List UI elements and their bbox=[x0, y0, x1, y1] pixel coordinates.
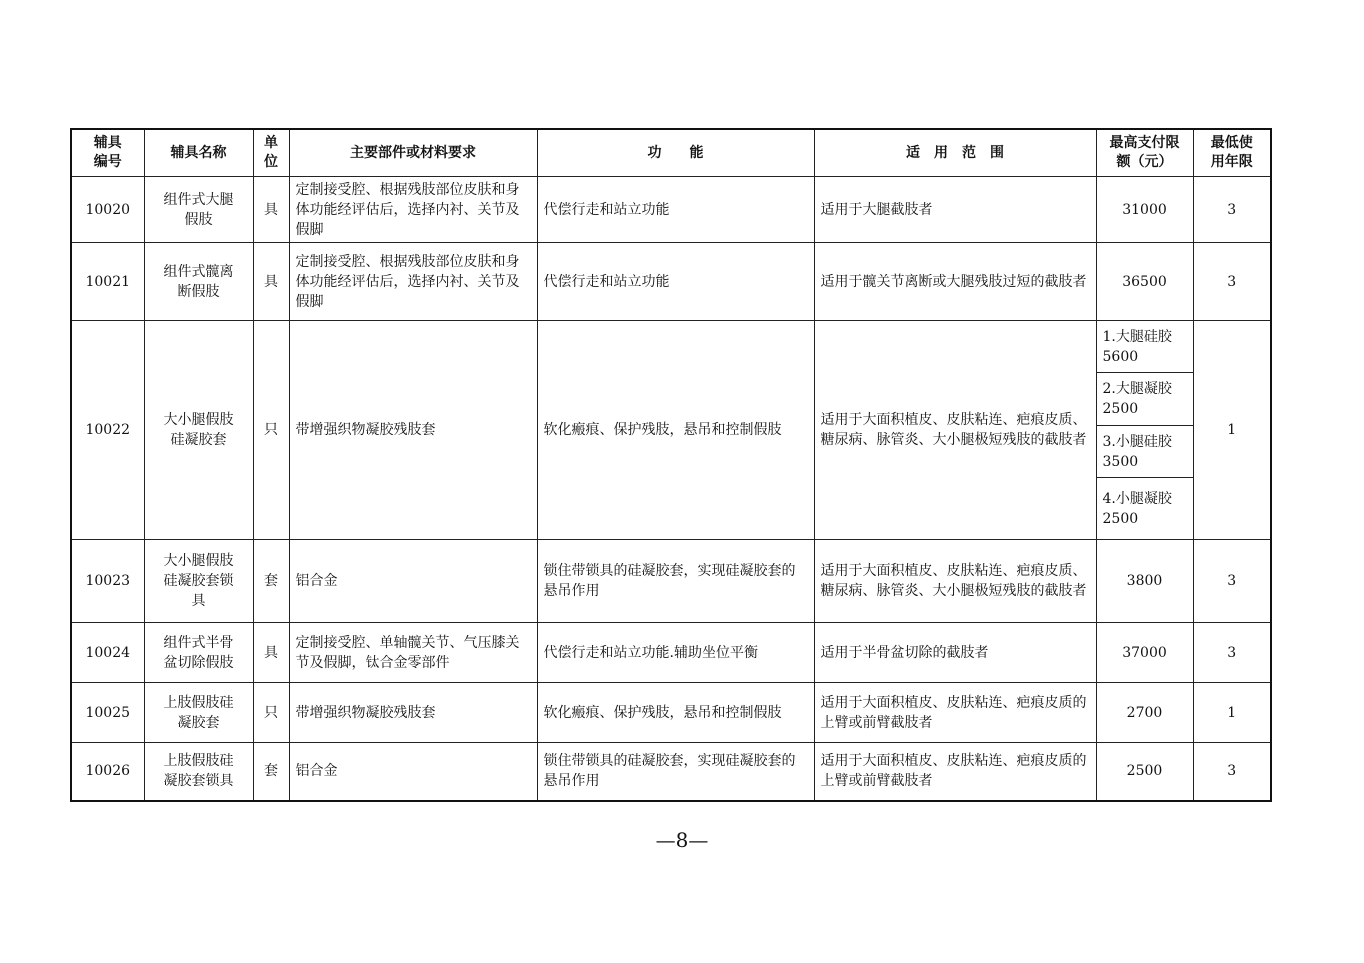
cell-function: 锁住带锁具的硅凝胶套，实现硅凝胶套的悬吊作用 bbox=[537, 540, 814, 623]
cell-function: 软化瘢痕、保护残肢，悬吊和控制假肢 bbox=[537, 683, 814, 743]
cell-function: 代偿行走和站立功能 bbox=[537, 177, 814, 243]
cell-scope: 适用于大面积植皮、皮肤粘连、疤痕皮质的上臂或前臂截肢者 bbox=[814, 743, 1096, 801]
cell-code: 10022 bbox=[71, 321, 144, 540]
cell-name: 大小腿假肢 硅凝胶套锁 具 bbox=[144, 540, 253, 623]
cell-years: 3 bbox=[1193, 743, 1271, 801]
header-unit: 单 位 bbox=[253, 129, 289, 177]
cell-material: 带增强织物凝胶残肢套 bbox=[289, 683, 537, 743]
cell-unit: 具 bbox=[253, 177, 289, 243]
cell-limit-thigh-gel: 2.大腿凝胶 2500 bbox=[1096, 373, 1193, 426]
header-years: 最低使 用年限 bbox=[1193, 129, 1271, 177]
cell-years: 3 bbox=[1193, 243, 1271, 321]
cell-years: 1 bbox=[1193, 683, 1271, 743]
table-header-row bbox=[71, 129, 1271, 177]
table-row bbox=[71, 243, 1271, 321]
cell-material: 定制接受腔、根据残肢部位皮肤和身体功能经评估后，选择内衬、关节及假脚 bbox=[289, 177, 537, 243]
cell-unit: 套 bbox=[253, 743, 289, 801]
cell-limit-thigh-silicone: 1.大腿硅胶 5600 bbox=[1096, 321, 1193, 373]
cell-function: 软化瘢痕、保护残肢，悬吊和控制假肢 bbox=[537, 321, 814, 540]
cell-name: 上肢假肢硅 凝胶套锁具 bbox=[144, 743, 253, 801]
header-material: 主要部件或材料要求 bbox=[289, 129, 537, 177]
cell-scope: 适用于半骨盆切除的截肢者 bbox=[814, 623, 1096, 683]
cell-material: 带增强织物凝胶残肢套 bbox=[289, 321, 537, 540]
cell-limit: 37000 bbox=[1096, 623, 1193, 683]
header-limit: 最高支付限 额（元） bbox=[1096, 129, 1193, 177]
cell-scope: 适用于髋关节离断或大腿残肢过短的截肢者 bbox=[814, 243, 1096, 321]
cell-years: 3 bbox=[1193, 540, 1271, 623]
cell-material: 定制接受腔、根据残肢部位皮肤和身体功能经评估后，选择内衬、关节及假脚 bbox=[289, 243, 537, 321]
header-name: 辅具名称 bbox=[144, 129, 253, 177]
cell-function: 代偿行走和站立功能 bbox=[537, 243, 814, 321]
cell-limit: 3800 bbox=[1096, 540, 1193, 623]
page-number: —8— bbox=[655, 828, 709, 852]
cell-name: 组件式髋离 断假肢 bbox=[144, 243, 253, 321]
cell-scope: 适用于大面积植皮、皮肤粘连、疤痕皮质、糖尿病、脉管炎、大小腿极短残肢的截肢者 bbox=[814, 321, 1096, 540]
cell-years: 3 bbox=[1193, 177, 1271, 243]
table-row bbox=[71, 321, 1271, 373]
cell-unit: 套 bbox=[253, 540, 289, 623]
cell-code: 10025 bbox=[71, 683, 144, 743]
cell-years: 3 bbox=[1193, 623, 1271, 683]
assistive-device-table bbox=[70, 128, 1272, 802]
table-row bbox=[71, 623, 1271, 683]
table-row bbox=[71, 540, 1271, 623]
cell-scope: 适用于大腿截肢者 bbox=[814, 177, 1096, 243]
cell-function: 代偿行走和站立功能.辅助坐位平衡 bbox=[537, 623, 814, 683]
cell-unit: 只 bbox=[253, 683, 289, 743]
cell-limit: 31000 bbox=[1096, 177, 1193, 243]
cell-material: 铝合金 bbox=[289, 743, 537, 801]
cell-unit: 具 bbox=[253, 243, 289, 321]
cell-scope: 适用于大面积植皮、皮肤粘连、疤痕皮质的上臂或前臂截肢者 bbox=[814, 683, 1096, 743]
header-code: 辅具 编号 bbox=[71, 129, 144, 177]
table-row bbox=[71, 177, 1271, 243]
cell-material: 定制接受腔、单轴髋关节、气压膝关节及假脚，钛合金零部件 bbox=[289, 623, 537, 683]
cell-code: 10020 bbox=[71, 177, 144, 243]
header-function: 功 能 bbox=[537, 129, 814, 177]
cell-material: 铝合金 bbox=[289, 540, 537, 623]
cell-years: 1 bbox=[1193, 321, 1271, 540]
cell-name: 组件式半骨 盆切除假肢 bbox=[144, 623, 253, 683]
cell-limit-calf-gel: 4.小腿凝胶 2500 bbox=[1096, 478, 1193, 540]
cell-scope: 适用于大面积植皮、皮肤粘连、疤痕皮质、糖尿病、脉管炎、大小腿极短残肢的截肢者 bbox=[814, 540, 1096, 623]
cell-limit: 2500 bbox=[1096, 743, 1193, 801]
cell-code: 10023 bbox=[71, 540, 144, 623]
cell-code: 10026 bbox=[71, 743, 144, 801]
table-row bbox=[71, 683, 1271, 743]
cell-unit: 具 bbox=[253, 623, 289, 683]
cell-name: 大小腿假肢 硅凝胶套 bbox=[144, 321, 253, 540]
cell-limit: 36500 bbox=[1096, 243, 1193, 321]
cell-name: 组件式大腿 假肢 bbox=[144, 177, 253, 243]
cell-code: 10024 bbox=[71, 623, 144, 683]
cell-limit-calf-silicone: 3.小腿硅胶 3500 bbox=[1096, 426, 1193, 478]
cell-name: 上肢假肢硅 凝胶套 bbox=[144, 683, 253, 743]
header-scope: 适 用 范 围 bbox=[814, 129, 1096, 177]
cell-function: 锁住带锁具的硅凝胶套，实现硅凝胶套的悬吊作用 bbox=[537, 743, 814, 801]
cell-unit: 只 bbox=[253, 321, 289, 540]
cell-limit: 2700 bbox=[1096, 683, 1193, 743]
cell-code: 10021 bbox=[71, 243, 144, 321]
table-row bbox=[71, 743, 1271, 801]
